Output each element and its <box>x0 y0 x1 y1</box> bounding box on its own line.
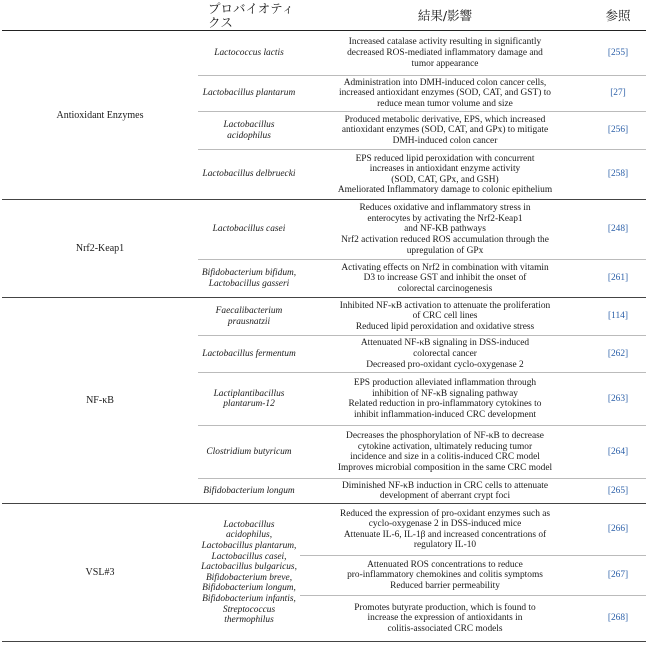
result-line: Activating effects on Nrf2 in combination with vitamin <box>341 262 549 273</box>
result-cell <box>300 504 590 556</box>
result-cell <box>300 76 590 112</box>
probiotic-cell <box>198 31 300 76</box>
result-cell <box>300 556 590 596</box>
table-row <box>2 504 646 556</box>
result-line: Reduces oxidative and inflammatory stress in <box>359 203 531 214</box>
probiotic-name: Lactococcus lactis <box>214 47 284 58</box>
result-cell <box>300 112 590 150</box>
result-line: Ameliorated Inflammatory damage to colonic epithelium <box>337 185 553 196</box>
reference-link[interactable]: [255] <box>590 31 646 76</box>
reference-link[interactable]: [258] <box>590 150 646 200</box>
probiotic-cell <box>198 298 300 336</box>
probiotic-name: Lactobacillus acidophilus, <box>223 519 275 541</box>
result-line: colorectal cancer <box>413 348 477 359</box>
result-line: Decreases the phosphorylation of NF-κB to decrease <box>346 431 544 441</box>
probiotic-name: Lactobacillus acidophilus <box>223 120 275 141</box>
reference-link[interactable]: [266] <box>590 504 646 556</box>
table-row <box>2 31 646 76</box>
probiotic-name: Lactobacillus delbruecki <box>202 169 296 180</box>
result-cell <box>300 150 590 200</box>
probiotic-cell <box>198 112 300 150</box>
probiotic-cell <box>198 200 300 260</box>
result-line: Nrf2 activation reduced ROS accumulation through the <box>341 235 549 246</box>
result-line: Attenuated NF-κB signaling in DSS-induced <box>360 338 530 349</box>
probiotic-name: Lactobacillus gasseri <box>208 278 290 289</box>
result-cell <box>300 200 590 260</box>
result-line: Attenuate IL-6, IL-1β and increased concentrations of <box>343 529 547 540</box>
result-line: Administration into DMH-induced colon cancer cells, <box>343 77 547 88</box>
result-line: regulatory IL-10 <box>413 540 477 551</box>
probiotic-cell <box>198 260 300 298</box>
result-cell <box>300 426 590 479</box>
result-line: Produced metabolic derivative, EPS, which increased <box>344 114 546 125</box>
result-line: Attenuated ROS concentrations to reduce <box>367 559 523 570</box>
probiotic-name: Streptococcus thermophilus <box>222 604 276 626</box>
probiotic-name: Bifidobacterium infantis, <box>202 594 296 604</box>
probiotic-name: Lactobacillus plantarum, <box>201 540 297 551</box>
result-line: increased antioxidant enzymes (SOD, CAT, and GST) to <box>338 88 551 99</box>
probiotic-name: Lactobacillus plantarum <box>202 88 296 99</box>
result-line: Improves microbial composition in the same CRC model <box>337 462 553 473</box>
result-line: Related reduction in pro-inflammatory cytokines to <box>348 399 542 410</box>
probiotic-cell <box>198 336 300 373</box>
header-row <box>2 2 646 31</box>
reference-link[interactable]: [256] <box>590 112 646 150</box>
result-line: D3 to increase GST and inhibit the onset of <box>363 273 527 284</box>
probiotic-cell <box>198 426 300 479</box>
reference-link[interactable]: [267] <box>590 556 646 596</box>
probiotic-name: Lactobacillus casei <box>212 224 286 235</box>
result-line: decreased ROS-mediated inflammatory damage and <box>347 47 543 58</box>
header-probiotic: プロバイオティクス <box>198 2 300 31</box>
reference-link[interactable]: [248] <box>590 200 646 260</box>
probiotic-cell <box>198 479 300 504</box>
result-line: Reduced lipid peroxidation and oxidative stress <box>355 322 535 333</box>
reference-link[interactable]: [265] <box>590 479 646 504</box>
header-category <box>2 2 198 31</box>
reference-link[interactable]: [114] <box>590 298 646 336</box>
probiotic-name: Faecalibacterium prausnatzii <box>215 306 283 327</box>
reference-link[interactable]: [264] <box>590 426 646 479</box>
probiotic-name: Bifidobacterium bifidum, <box>201 268 297 279</box>
reference-link[interactable]: [261] <box>590 260 646 298</box>
result-line: reduce mean tumor volume and size <box>377 99 513 110</box>
probiotic-name: Lactobacillus bulgaricus, <box>201 562 297 573</box>
result-cell <box>300 479 590 504</box>
result-line: Reduced the expression of pro-oxidant enzymes such as <box>339 508 551 519</box>
result-line: of CRC cell lines <box>412 311 478 322</box>
probiotic-name: plantarum-12 <box>223 399 275 410</box>
result-cell <box>300 596 590 642</box>
probiotic-name: Clostridium butyricum <box>206 446 292 457</box>
result-line: incidence and size in a colitis-induced CRC model <box>350 452 540 463</box>
probiotic-cell <box>198 150 300 200</box>
probiotic-cell <box>198 373 300 426</box>
result-line: EPS production alleviated inflammation through <box>353 378 537 388</box>
result-line: DMH-induced colon cancer <box>392 136 498 147</box>
result-cell <box>300 298 590 336</box>
table-row <box>2 298 646 336</box>
result-line: colorectal carcinogenesis <box>397 284 493 295</box>
reference-link[interactable]: [262] <box>590 336 646 373</box>
result-line: Inhibited NF-κB activation to attenuate the proliferation <box>339 300 551 311</box>
result-line: tumor appearance <box>411 58 479 69</box>
result-line: pro-inflammatory chemokines and colitis symptoms <box>347 570 543 581</box>
result-line: inhibition of NF-κB signaling pathway <box>372 388 518 399</box>
result-line: EPS reduced lipid peroxidation with concurrent <box>355 153 535 164</box>
result-line: Increased catalase activity resulting in significantly <box>348 37 542 48</box>
result-line: Diminished NF-κB induction in CRC cells to attenuate <box>341 480 548 491</box>
result-cell <box>300 336 590 373</box>
result-line: development of aberrant crypt foci <box>379 491 511 502</box>
result-line: Promotes butyrate production, which is found to <box>354 602 536 613</box>
table-row <box>2 200 646 260</box>
probiotics-table <box>2 2 646 642</box>
probiotic-name: Bifidobacterium longum, <box>202 583 296 594</box>
result-cell <box>300 31 590 76</box>
result-line: Decreased pro-oxidant cyclo-oxygenase 2 <box>366 359 524 370</box>
result-cell <box>300 373 590 426</box>
probiotic-cell <box>198 504 300 642</box>
result-line: and NF-KB pathways <box>404 224 486 235</box>
probiotic-name: Bifidobacterium longum <box>203 485 295 496</box>
category-cell: Antioxidant Enzymes <box>2 31 198 200</box>
result-line: antioxidant enzymes (SOD, CAT, and GPx) to mitigate <box>341 125 549 136</box>
table-body <box>2 31 646 642</box>
result-line: increases in antioxidant enzyme activity <box>369 164 521 175</box>
probiotic-name: Bifidobacterium breve, <box>205 572 293 583</box>
probiotic-name: Lactobacillus casei, <box>211 551 287 562</box>
result-line: upregulation of GPx <box>406 245 484 256</box>
reference-link[interactable]: [268] <box>590 596 646 642</box>
result-line: Reduced barrier permeability <box>390 581 500 592</box>
result-line: (SOD, CAT, GPx, and GSH) <box>391 174 499 185</box>
probiotic-name: Lactobacillus fermentum <box>202 348 296 359</box>
reference-link[interactable]: [27] <box>590 76 646 112</box>
header-reference: 参照 <box>590 2 646 31</box>
result-line: enterocytes by activating the Nrf2-Keap1 <box>367 213 523 224</box>
result-line: colitis-associated CRC models <box>387 624 503 635</box>
result-line: cytokine activation, ultimately reducing tumor <box>357 441 533 452</box>
result-cell <box>300 260 590 298</box>
category-cell: Nrf2-Keap1 <box>2 200 198 298</box>
probiotic-cell <box>198 76 300 112</box>
result-line: increase the expression of antioxidants in <box>367 613 523 624</box>
result-line: inhibit inflammation-induced CRC development <box>353 409 536 420</box>
header-result: 結果/影響 <box>300 2 590 31</box>
category-cell: NF-κB <box>2 298 198 504</box>
probiotic-name: Lactiplantibacillus <box>213 388 285 399</box>
result-line: cyclo-oxygenase 2 in DSS-induced mice <box>368 519 522 530</box>
reference-link[interactable]: [263] <box>590 373 646 426</box>
category-cell: VSL#3 <box>2 504 198 642</box>
